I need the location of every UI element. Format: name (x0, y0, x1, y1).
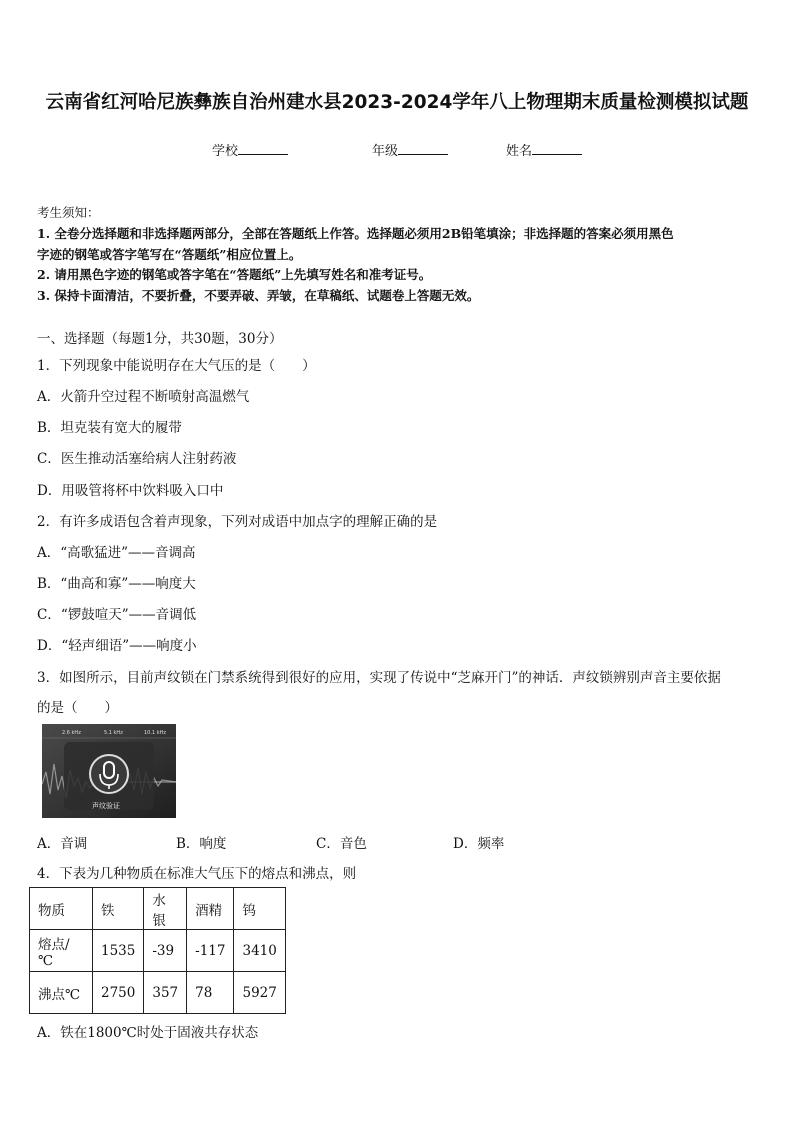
table-cell: 78 (187, 972, 234, 1014)
grade-field (372, 140, 448, 159)
table-header-cell: 钨 (234, 888, 285, 930)
section-title: 一、选择题（每题1分，共30题，30分） (37, 331, 283, 347)
option: C．音色 (316, 836, 367, 852)
question-stem: 1．下列现象中能说明存在大气压的是（ ） (37, 358, 316, 374)
notice-line: 3. 保持卡面清洁，不要折叠，不要弄破、弄皱，在草稿纸、试题卷上答题无效。 (37, 288, 480, 303)
page-title: 云南省红河哈尼族彝族自治州建水县2023-2024学年八上物理期末质量检测模拟试题 (45, 92, 749, 113)
option: A．火箭升空过程不断喷射高温燃气 (37, 389, 250, 405)
table-cell: 熔点/℃ (30, 930, 93, 972)
option: A．“高歌猛进”——音调高 (37, 545, 196, 561)
image-caption: 声纹验证 (92, 802, 120, 810)
school-blank (238, 142, 288, 155)
notice-line: 2. 请用黑色字迹的钢笔或答字笔在“答题纸”上先填写姓名和准考证号。 (37, 267, 432, 282)
table-cell: 5927 (234, 972, 285, 1014)
table-cell: -39 (144, 930, 187, 972)
freq-label: 10.1 kHz (144, 730, 167, 736)
freq-label: 5.1 kHz (104, 730, 123, 736)
name-blank (532, 142, 582, 155)
table-header-cell: 酒精 (187, 888, 234, 930)
table-header-cell: 铁 (93, 888, 144, 930)
table-cell: 1535 (93, 930, 144, 972)
notice-line: 1. 全卷分选择题和非选择题两部分，全部在答题纸上作答。选择题必须用2B铅笔填涂；非选择题的答案必须用黑色 (37, 226, 674, 241)
question-stem: 的是（ ） (37, 700, 118, 716)
option: D．频率 (453, 836, 505, 852)
table-cell: 沸点℃ (30, 972, 93, 1014)
option: A．音调 (37, 836, 88, 852)
table-header-row (30, 888, 286, 930)
option: C．“锣鼓喧天”——音调低 (37, 607, 197, 623)
notice-line: 字迹的钢笔或答字笔写在“答题纸”相应位置上。 (37, 247, 302, 262)
question-stem: 3．如图所示，目前声纹锁在门禁系统得到很好的应用，实现了传说中“芝麻开门”的神话．声纹锁辨别声音主要依据 (37, 670, 721, 686)
option: B．坦克装有宽大的履带 (37, 420, 182, 436)
table-header-cell: 水银 (144, 888, 187, 930)
table-cell: 357 (144, 972, 187, 1014)
option: D．“轻声细语”——响度小 (37, 638, 197, 654)
name-field (506, 140, 582, 159)
voiceprint-lock-image (42, 724, 176, 818)
question-stem: 2．有许多成语包含着声现象，下列对成语中加点字的理解正确的是 (37, 514, 438, 530)
grade-blank (398, 142, 448, 155)
grade-label: 年级 (372, 144, 399, 159)
table-cell: 3410 (234, 930, 285, 972)
question-stem: 4．下表为几种物质在标准大气压下的熔点和沸点，则 (37, 866, 357, 882)
option: B．响度 (176, 836, 227, 852)
option: B．“曲高和寡”——响度大 (37, 576, 196, 592)
name-label: 姓名 (506, 144, 533, 159)
table-row (30, 930, 286, 972)
school-field (212, 140, 288, 159)
school-label: 学校 (212, 144, 239, 159)
properties-table (29, 887, 286, 1014)
table-cell: 2750 (93, 972, 144, 1014)
option: D．用吸管将杯中饮料吸入口中 (37, 483, 224, 499)
table-header-cell: 物质 (30, 888, 93, 930)
notice-heading: 考生须知： (37, 205, 100, 220)
option: A．铁在1800℃时处于固液共存状态 (37, 1025, 259, 1041)
option: C．医生推动活塞给病人注射药液 (37, 451, 237, 467)
table-cell: -117 (187, 930, 234, 972)
freq-label: 2.6 kHz (62, 730, 81, 736)
table-row (30, 972, 286, 1014)
